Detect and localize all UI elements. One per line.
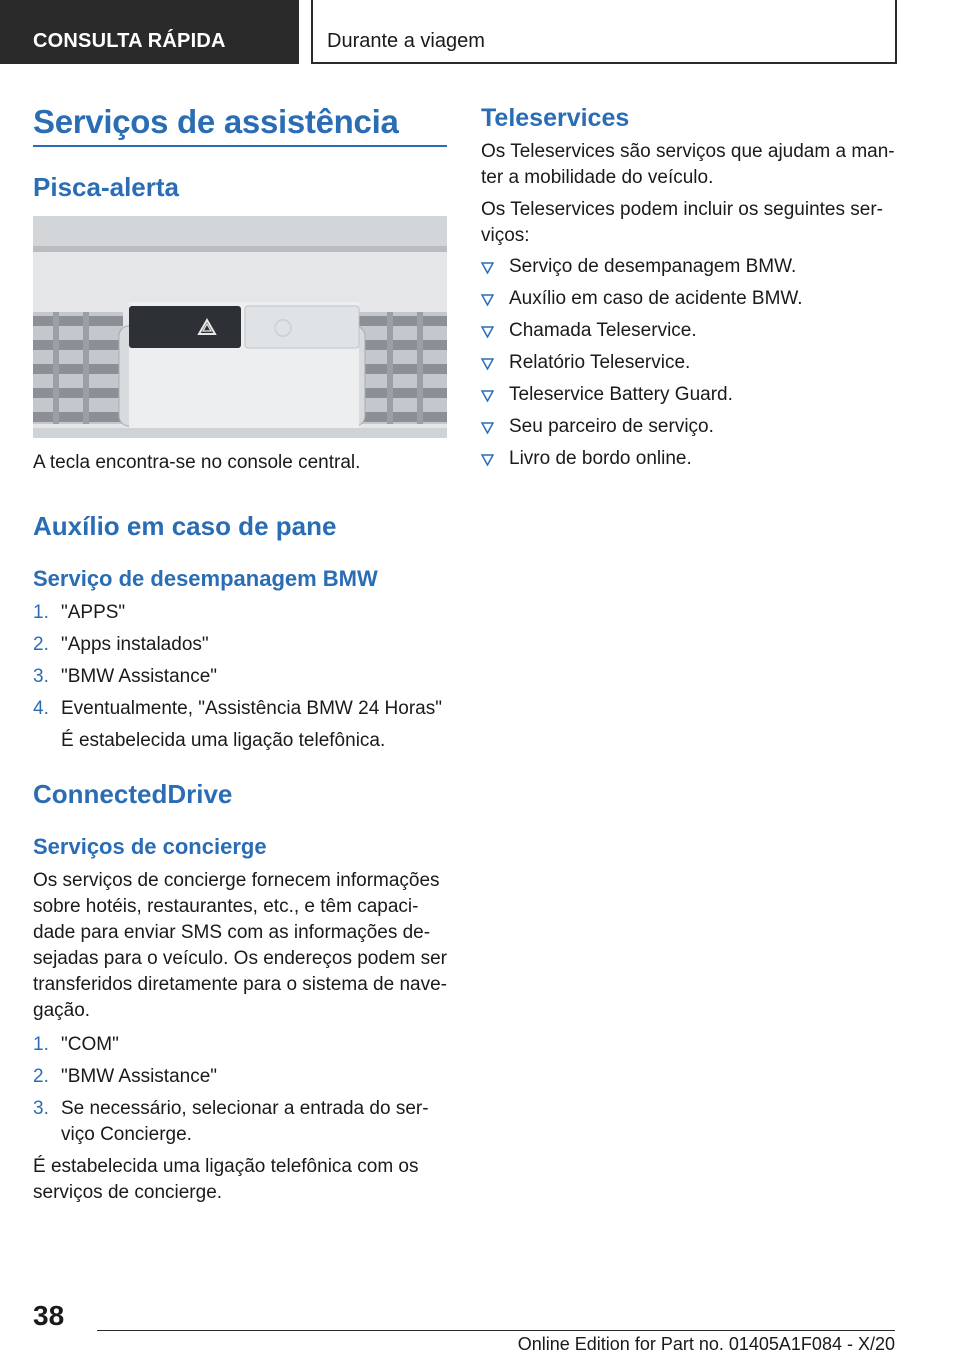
text-line: Os Teleservices podem incluir os seguintes ser- bbox=[481, 199, 883, 220]
text-line: serviços de concierge. bbox=[33, 1182, 223, 1203]
triangle-bullet-icon bbox=[481, 326, 494, 338]
step-number: 4. bbox=[33, 698, 49, 719]
title-rule bbox=[33, 145, 447, 147]
footer-rule bbox=[97, 1330, 895, 1331]
hazard-button bbox=[129, 306, 241, 348]
teleservices-intro bbox=[481, 139, 895, 191]
list-item-text: Chamada Teleservice. bbox=[509, 320, 697, 341]
step-number: 1. bbox=[33, 602, 49, 623]
section-title: CONSULTA RÁPIDA bbox=[33, 30, 226, 52]
breakdown-result: É estabelecida uma ligação telefônica. bbox=[61, 730, 386, 751]
step-text: Se necessário, selecionar a entrada do ser- bbox=[61, 1098, 429, 1119]
step-text: "BMW Assistance" bbox=[61, 666, 218, 687]
step-number: 3. bbox=[33, 1098, 49, 1119]
breakdown-subheading: Serviço de desempanagem BMW bbox=[33, 566, 378, 591]
text-line: viços: bbox=[481, 225, 530, 246]
right-air-vent bbox=[357, 312, 447, 424]
step-number: 2. bbox=[33, 1066, 49, 1087]
list-item-text: Serviço de desempanagem BMW. bbox=[509, 256, 797, 277]
step-text: "Apps instalados" bbox=[61, 634, 209, 655]
step-text: "COM" bbox=[61, 1034, 119, 1055]
chapter-title: Durante a viagem bbox=[327, 30, 485, 52]
list-item-text: Livro de bordo online. bbox=[509, 448, 692, 469]
text-line: ter a mobilidade do veículo. bbox=[481, 167, 714, 188]
breakdown-heading: Auxílio em caso de pane bbox=[33, 511, 337, 541]
chapter-tab bbox=[311, 0, 897, 64]
triangle-bullet-icon bbox=[481, 390, 494, 402]
step-number: 2. bbox=[33, 634, 49, 655]
triangle-bullet-icon bbox=[481, 358, 494, 370]
text-line: É estabelecida uma ligação telefônica com os bbox=[33, 1156, 419, 1177]
text-line: Os serviços de concierge fornecem informações bbox=[33, 870, 440, 891]
step-text: viço Concierge. bbox=[61, 1124, 192, 1145]
hazard-heading: Pisca-alerta bbox=[33, 172, 179, 202]
step-number: 1. bbox=[33, 1034, 49, 1055]
list-item-text: Auxílio em caso de acidente BMW. bbox=[509, 288, 803, 309]
step-text: Eventualmente, "Assistência BMW 24 Horas" bbox=[61, 698, 442, 719]
list-item-text: Teleservice Battery Guard. bbox=[509, 384, 733, 405]
section-tab bbox=[0, 0, 299, 64]
edition-note: Online Edition for Part no. 01405A1F084 - X/20 bbox=[517, 1334, 895, 1354]
hazard-button-photo bbox=[33, 216, 447, 438]
text-line: sejadas para o veículo. Os endereços podem ser bbox=[33, 948, 448, 969]
text-line: sobre hotéis, restaurantes, etc., e têm capaci- bbox=[33, 896, 419, 917]
teleservices-heading: Teleservices bbox=[481, 104, 630, 132]
triangle-bullet-icon bbox=[481, 422, 494, 434]
connected-heading: ConnectedDrive bbox=[33, 779, 233, 809]
triangle-bullet-icon bbox=[481, 262, 494, 274]
text-line: dade para enviar SMS com as informações de- bbox=[33, 922, 431, 943]
triangle-bullet-icon bbox=[481, 294, 494, 306]
concierge-subheading: Serviços de concierge bbox=[33, 834, 267, 859]
teleservices-services-intro bbox=[481, 197, 883, 249]
page-number: 38 bbox=[33, 1300, 65, 1331]
step-text: "APPS" bbox=[61, 602, 126, 623]
page-title: Serviços de assistência bbox=[33, 103, 399, 140]
step-text: "BMW Assistance" bbox=[61, 1066, 218, 1087]
text-line: Os Teleservices são serviços que ajudam a man- bbox=[481, 141, 895, 162]
triangle-bullet-icon bbox=[481, 454, 494, 466]
concierge-result bbox=[33, 1154, 419, 1206]
list-item-text: Seu parceiro de serviço. bbox=[509, 416, 714, 437]
concierge-intro bbox=[33, 868, 447, 1024]
hazard-caption: A tecla encontra-se no console central. bbox=[33, 452, 361, 473]
list-item-text: Relatório Teleservice. bbox=[509, 352, 691, 373]
text-line: transferidos diretamente para o sistema de nave- bbox=[33, 974, 447, 995]
text-line: gação. bbox=[33, 1000, 91, 1021]
step-number: 3. bbox=[33, 666, 49, 687]
left-air-vent bbox=[33, 312, 123, 424]
